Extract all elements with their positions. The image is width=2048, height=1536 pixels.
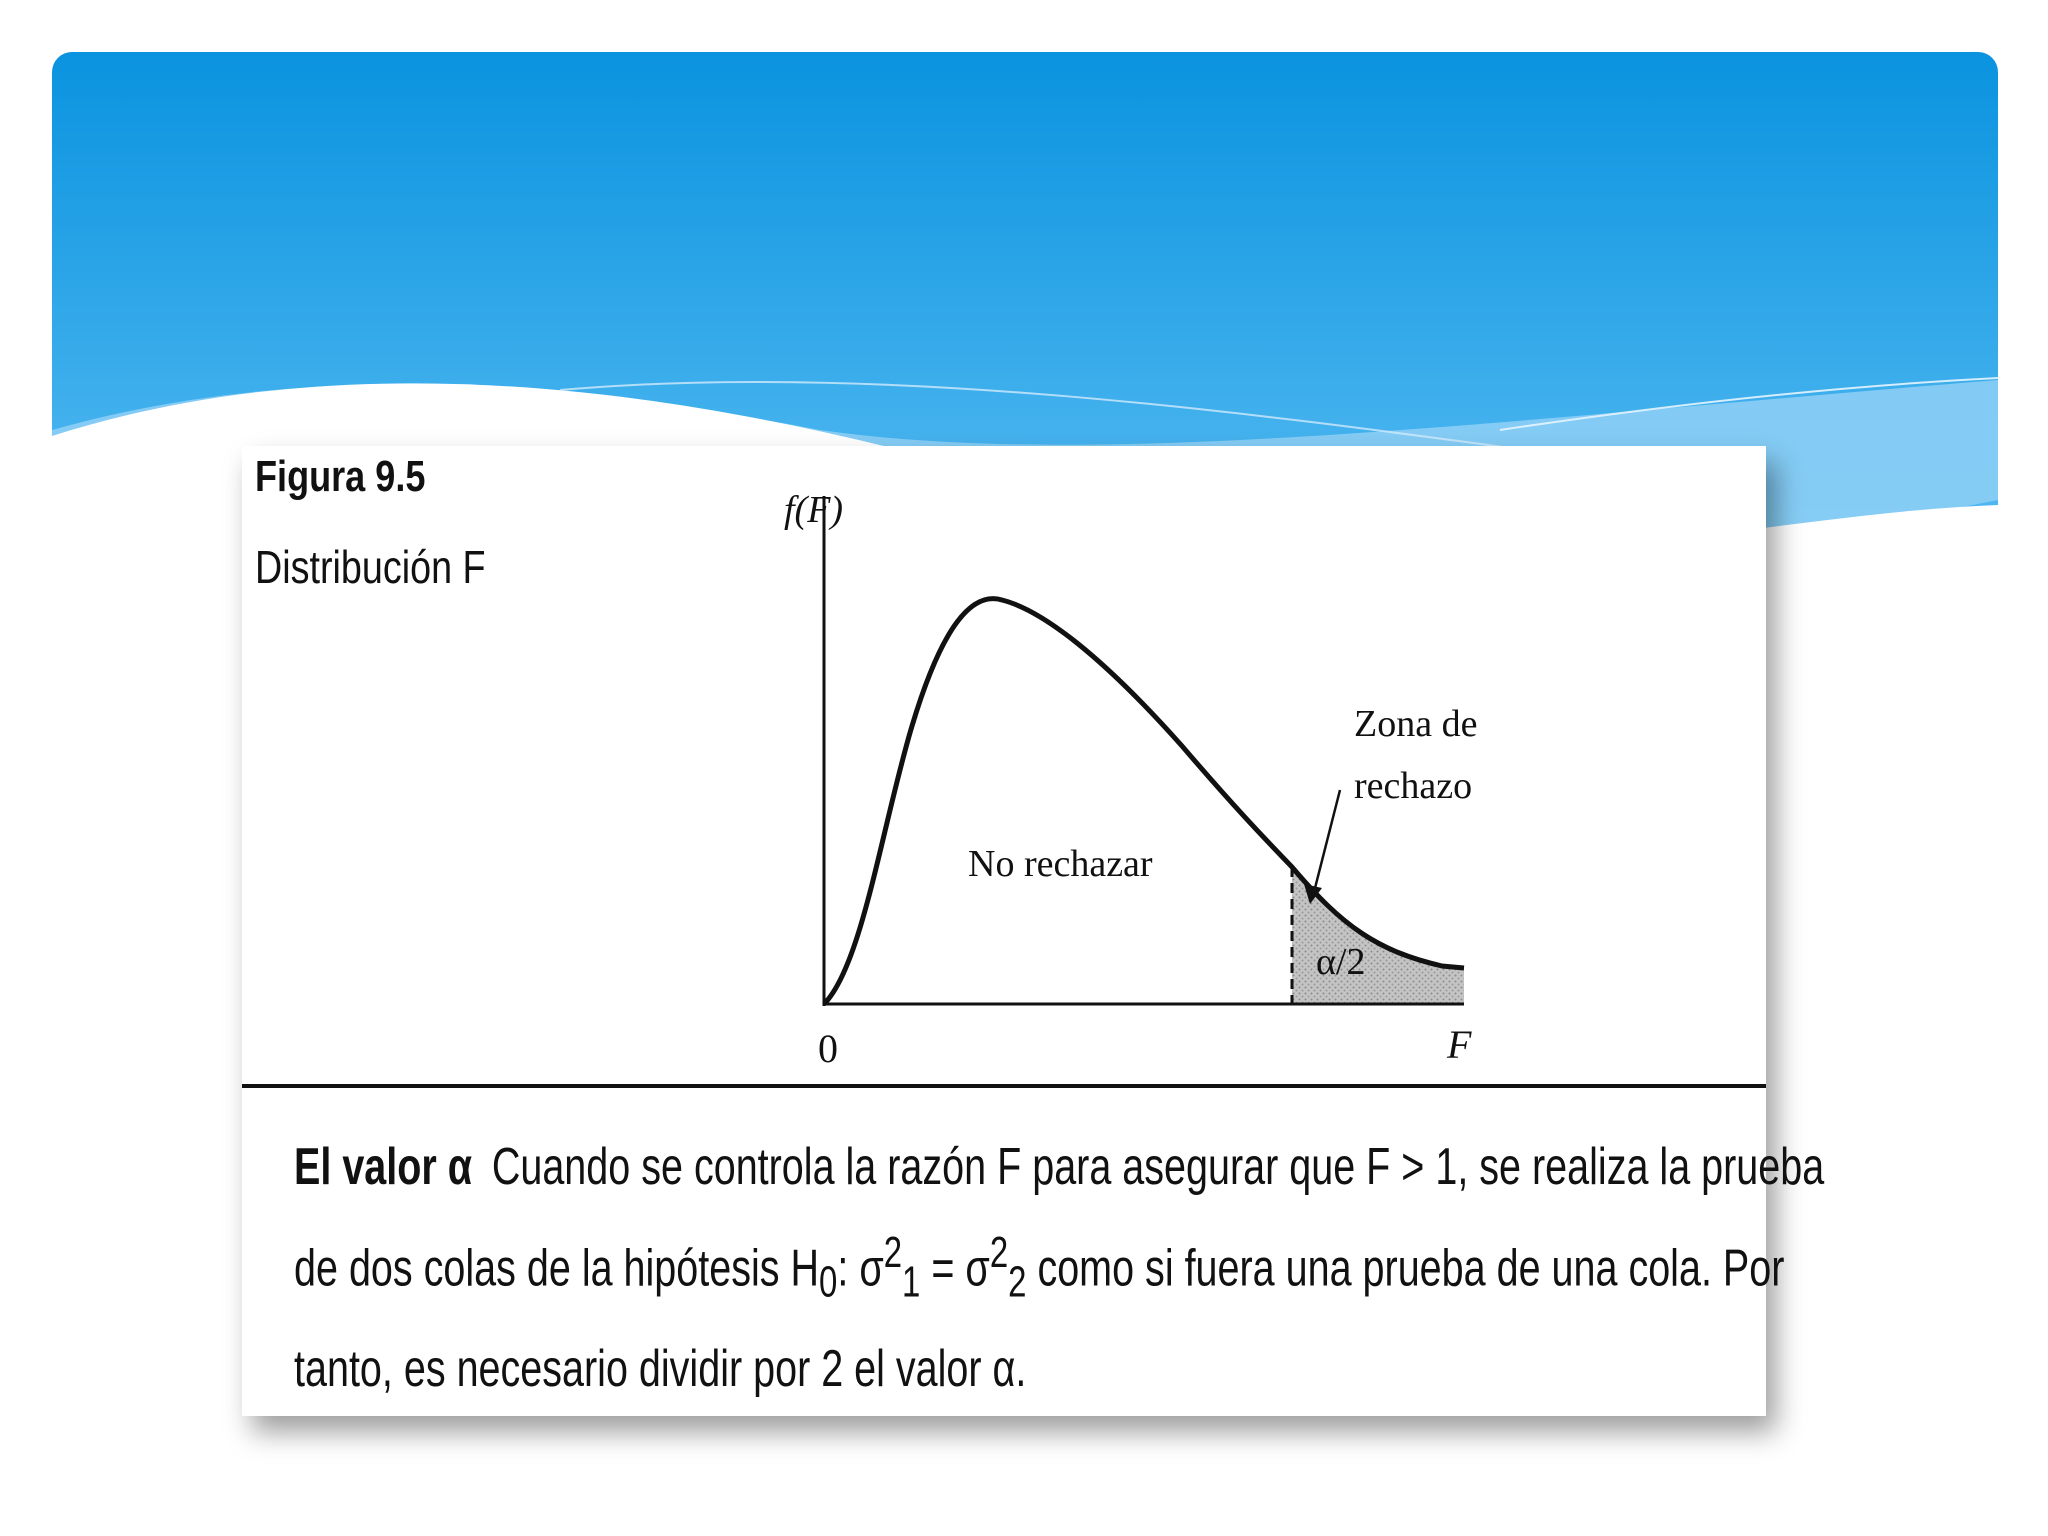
accept-region-label: No rechazar: [968, 843, 1153, 885]
description-line-2-part-b: : σ: [837, 1239, 884, 1298]
description-line-2-part-d: como si fuera una prueba de una cola. Por: [1026, 1239, 1785, 1298]
description-line-3: tanto, es necesario dividir por 2 el valor α.: [294, 1339, 1027, 1398]
caption-divider: [242, 1084, 1766, 1088]
description-line-2-part-a: de dos colas de la hipótesis H: [294, 1239, 820, 1298]
figure-description: [294, 1124, 1825, 1412]
sigma2-subscript: 2: [1008, 1258, 1027, 1307]
reject-zone-label-line2: rechazo: [1354, 765, 1473, 807]
description-line-2: de dos colas de la hipótesis $H_0$: $\sigma^2_1 = \sigma^2_2$ como si fuera una prueba de una cola. Por: [294, 1229, 1785, 1307]
figure-card: [242, 446, 1825, 1416]
x-axis-label: F: [1447, 1022, 1472, 1067]
description-lead: El valor α: [294, 1138, 473, 1196]
figure-number: Figura 9.5: [255, 452, 426, 501]
y-axis-label: f(F): [784, 489, 844, 531]
reject-zone-label-line1: Zona de: [1354, 703, 1478, 745]
sigma1-subscript: 1: [902, 1258, 921, 1307]
description-line-2-part-c: = σ: [920, 1239, 990, 1298]
rejection-arrow-line: [1314, 790, 1340, 892]
x-origin-label: 0: [818, 1026, 838, 1071]
f-distribution-chart: [242, 446, 1766, 1086]
h0-subscript: 0: [819, 1258, 838, 1307]
description-line-1: [294, 1124, 1825, 1210]
figure-caption: Distribución F: [255, 541, 486, 593]
description-line-1-text: Cuando se controla la razón F para asegurar que F > 1, se realiza la prueba: [491, 1138, 1825, 1196]
tail-area-label: α/2: [1316, 941, 1366, 983]
